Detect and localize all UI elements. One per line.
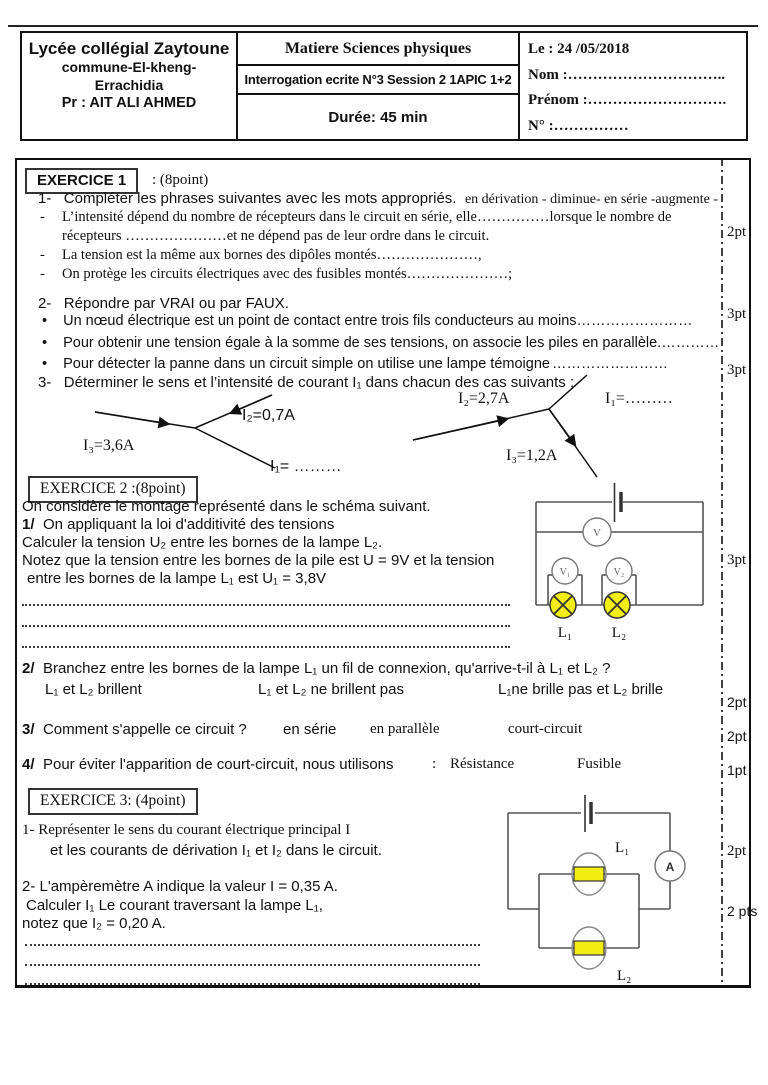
node-diagram-left xyxy=(95,395,275,468)
ex2-q3-line xyxy=(22,721,247,739)
ex2-q1-line4: entre les bornes de la lampe L₁ est U₁ = 3,8V xyxy=(27,570,327,587)
ex3-q1-line2: et les courants de dérivation I₁ et I₂ dans le circuit. xyxy=(50,842,382,859)
ex1-bullet1-text: Un nœud électrique est un point de contact entre trois fils conducteurs au moins…………………… xyxy=(63,313,693,329)
ex2-q1-number: 1/ xyxy=(22,516,35,533)
ex1-item2-dash: - xyxy=(40,247,45,263)
voltmeter1-icon xyxy=(552,558,578,584)
points-ex2-q2: 2pt xyxy=(727,694,747,710)
ex1-q1-line xyxy=(38,190,718,208)
ex1-item3-dash: - xyxy=(40,266,45,282)
ex2-q2-option3: L₁ne brille pas et L₂ brille xyxy=(498,681,664,698)
label-I3-left: I₃=3,6A xyxy=(83,437,135,454)
answer-line xyxy=(22,617,510,627)
ex2-q3-text: Comment s'appelle ce circuit ? xyxy=(42,721,247,738)
current-node-diagrams xyxy=(20,370,720,492)
exercise2-title: EXERCICE 2 :(8point) xyxy=(40,480,186,497)
answer-line xyxy=(25,956,480,966)
answer-line xyxy=(25,975,480,985)
ex1-q1-wordbank: en dérivation - diminue- en série -augmente - xyxy=(464,192,719,207)
lamp1-icon xyxy=(572,853,606,895)
ex1-bullet3-dots: …………………… xyxy=(552,356,668,372)
ex1-q3-text: Déterminer le sens et l’intensité de courant I₁ dans chacun des cas suivants ; xyxy=(63,374,575,391)
ex1-q1-number: 1- xyxy=(38,190,52,207)
student-name-blank: Nom :………………………….. xyxy=(528,66,726,83)
answer-line xyxy=(22,638,510,648)
answer-line xyxy=(22,596,510,606)
battery-icon xyxy=(615,483,622,522)
label-L2: L₂ xyxy=(611,625,627,641)
ex2-q4-text: Pour éviter l'apparition de court-circuit, nous utilisons xyxy=(42,756,394,773)
svg-text:V: V xyxy=(593,527,601,539)
ex3-q2-line2: Calculer I₁ Le courant traversant la lampe L₁, xyxy=(26,897,323,914)
label-L1: L₁ xyxy=(557,625,573,641)
ex1-item1-line1: L’intensité dépend du nombre de récepteurs dans le circuit en série, elle……………lorsque le nombre de xyxy=(62,209,672,225)
header-student-cell xyxy=(520,33,746,139)
points-ex1-q2: 3pt xyxy=(727,306,747,322)
label-I2-left: I₂=0,7A xyxy=(242,407,295,424)
top-rule xyxy=(8,25,758,27)
ex2-q1-text: On appliquant la loi d'additivité des tensions xyxy=(42,516,335,533)
voltmeter-icon xyxy=(583,518,611,546)
ex2-circuit-schematic xyxy=(530,475,710,645)
ex1-item1-line2: récepteurs …………………et ne dépend pas de leur ordre dans le circuit. xyxy=(62,228,490,244)
voltmeter2-icon xyxy=(606,558,632,584)
ex1-item3-text: On protège les circuits électriques avec des fusibles montés…………………; xyxy=(62,266,513,282)
header-school-cell xyxy=(22,33,238,139)
exercise1-title: EXERCICE 1 xyxy=(37,172,127,189)
ex2-q3-option3: court-circuit xyxy=(508,721,583,737)
label-I1-left: I₁= ……… xyxy=(270,458,342,475)
svg-text:V₁: V₁ xyxy=(559,567,571,578)
label-I3-right: I₃=1,2A xyxy=(506,447,558,464)
ex2-q4-line xyxy=(22,756,394,774)
ex2-q4-number: 4/ xyxy=(22,756,35,773)
ex2-q1-line3: Notez que la tension entre les bornes de la pile est U = 9V et la tension xyxy=(22,552,495,569)
points-ex2-q4: 1pt xyxy=(727,762,747,778)
exam-date: Le : 24 /05/2018 xyxy=(528,41,630,57)
ex1-item1-dash: - xyxy=(40,209,45,225)
exam-duration: Durée: 45 min xyxy=(328,108,428,126)
ex2-q4-option1: Résistance xyxy=(450,756,515,772)
ex3-circuit-schematic xyxy=(495,788,695,988)
points-ex2-q1: 3pt xyxy=(727,552,747,568)
ex1-q2-text: Répondre par VRAI ou par FAUX. xyxy=(63,295,289,312)
svg-text:V₂: V₂ xyxy=(613,567,625,578)
label-L2: L₂ xyxy=(617,968,632,984)
ex2-q1-line xyxy=(22,516,334,534)
ex1-q1-text: Compléter les phrases suivantes avec les mots appropriés. xyxy=(63,190,457,207)
bullet-icon: • xyxy=(42,313,48,329)
margin-divider xyxy=(716,158,728,988)
header-table xyxy=(20,31,748,141)
exercise1-points: : (8point) xyxy=(152,172,209,188)
points-ex3-q2: 2 pts xyxy=(727,903,758,919)
ex2-q1-line2: Calculer la tension U₂ entre les bornes de la lampe L₂. xyxy=(22,534,383,551)
ex2-q3-number: 3/ xyxy=(22,721,35,738)
header-exam-cell xyxy=(238,33,520,139)
school-commune-line2: Errachidia xyxy=(94,76,164,93)
points-ex3-q1: 2pt xyxy=(727,843,747,859)
ex1-bullet2 xyxy=(42,335,719,351)
ex2-intro: On considère le montage représenté dans le schéma suivant. xyxy=(22,498,431,515)
label-I2-right: I₂=2,7A xyxy=(458,390,510,407)
points-ex1-q3: 3pt xyxy=(727,362,747,378)
bullet-icon: • xyxy=(42,356,48,372)
ex1-bullet3-text: Pour détecter la panne dans un circuit simple on utilise une lampe témoigne xyxy=(63,356,550,372)
school-commune-line1: commune-El-kheng- xyxy=(61,59,197,76)
ex1-bullet2-text: Pour obtenir une tension égale à la somme de ses tensions, on associe les piles en parallèle.………… xyxy=(63,335,720,351)
ex2-q4-colon: : xyxy=(432,756,437,772)
ex1-q2-line xyxy=(38,295,289,313)
exercise3-title: EXERCICE 3: (4point) xyxy=(40,792,186,809)
ammeter-icon xyxy=(655,851,685,881)
exam-title: Interrogation ecrite N°3 Session 2 1APIC 1+2 xyxy=(238,66,518,95)
label-I1-right: I₁=……… xyxy=(605,390,673,407)
ex2-q2-option1: L₁ et L₂ brillent xyxy=(45,681,142,698)
ex3-q2-line1: 2- L'ampèremètre A indique la valeur I = 0,35 A. xyxy=(22,878,338,895)
ex2-q2-line xyxy=(22,660,610,678)
ex3-q1-line1: 1- Représenter le sens du courant électrique principal I xyxy=(22,822,351,838)
points-ex2-q3: 2pt xyxy=(727,728,747,744)
ex2-q4-option2: Fusible xyxy=(577,756,622,772)
answer-line xyxy=(25,936,480,946)
ex2-q3-option2: en parallèle xyxy=(370,721,440,737)
subject-title: Matiere Sciences physiques xyxy=(238,33,518,66)
ex1-q2-number: 2- xyxy=(38,295,52,312)
ex2-q3-option1: en série xyxy=(283,721,337,738)
lamp2-icon xyxy=(572,927,606,969)
student-number-blank: N° :…………… xyxy=(528,117,629,134)
bullet-icon: • xyxy=(42,335,48,351)
label-L1: L₁ xyxy=(615,840,630,856)
ex2-q2-option2: L₁ et L₂ ne brillent pas xyxy=(258,681,404,698)
ex2-q2-text: Branchez entre les bornes de la lampe L₁ un fil de connexion, qu'arrive-t-il à L₁ et L₂ ? xyxy=(42,660,611,677)
teacher-name: Pr : AIT ALI AHMED xyxy=(61,95,197,112)
ex3-q2-line3: notez que I₂ = 0,20 A. xyxy=(22,915,166,932)
ex1-q3-number: 3- xyxy=(38,374,52,391)
ex1-item2-text: La tension est la même aux bornes des dipôles montés…………………, xyxy=(62,247,482,263)
points-ex1-q1: 2pt xyxy=(727,224,747,240)
battery-icon xyxy=(585,795,591,832)
ex1-bullet1 xyxy=(42,313,693,329)
lamp2-icon xyxy=(604,592,630,618)
exercise3-title-box xyxy=(28,788,198,815)
ex2-q2-number: 2/ xyxy=(22,660,35,677)
lamp1-icon xyxy=(550,592,576,618)
school-name: Lycée collégial Zaytoune xyxy=(28,39,230,58)
svg-text:A: A xyxy=(665,860,675,874)
student-firstname-blank: Prénom :………………………. xyxy=(528,92,727,108)
